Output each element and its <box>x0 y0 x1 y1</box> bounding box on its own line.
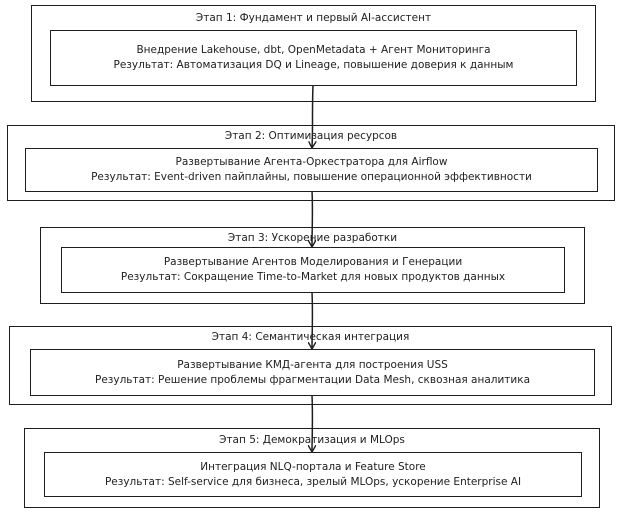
stage-2-title: Этап 2: Оптимизация ресурсов <box>224 130 398 142</box>
stage-5-box <box>44 452 582 497</box>
stage-4-title: Этап 4: Семантическая интеграция <box>211 331 410 343</box>
stage-5-title: Этап 5: Демократизация и MLOps <box>219 434 405 446</box>
stage-1 <box>31 5 596 102</box>
stage-2-box <box>25 148 598 192</box>
stage-5-action: Интеграция NLQ-портала и Feature Store <box>200 460 426 473</box>
stage-3 <box>40 227 585 304</box>
stage-4-action: Развертывание КМД-агента для построения USS <box>177 358 448 371</box>
stage-1-action: Внедрение Lakehouse, dbt, OpenMetadata + Агент Мониторинга <box>136 44 491 56</box>
stage-1-result: Результат: Автоматизация DQ и Lineage, повышение доверия к данным <box>113 59 514 71</box>
stage-2 <box>7 125 615 201</box>
stage-5-result: Результат: Self-service для бизнеса, зрелый MLOps, ускорение Enterprise AI <box>104 475 522 488</box>
stage-3-title: Этап 3: Ускорение разработки <box>227 232 398 244</box>
stage-3-result: Результат: Сокращение Time-to-Market для новых продуктов данных <box>120 271 506 283</box>
stage-2-result: Результат: Event-driven пайплайны, повышение операционной эффективности <box>91 171 532 183</box>
stage-4-box <box>30 349 595 396</box>
stage-4-result: Результат: Решение проблемы фрагментации Data Mesh, сквозная аналитика <box>94 373 531 386</box>
stage-3-action: Развертывание Агентов Моделирования и Генерации <box>163 256 463 268</box>
stage-1-title: Этап 1: Фундамент и первый AI-ассистент <box>195 12 432 24</box>
stage-4 <box>9 326 612 405</box>
stage-2-action: Развертывание Агента-Оркестратора для Airflow <box>175 156 448 168</box>
stage-3-box <box>61 247 565 293</box>
stage-1-box <box>50 30 577 86</box>
stage-5 <box>24 428 600 508</box>
